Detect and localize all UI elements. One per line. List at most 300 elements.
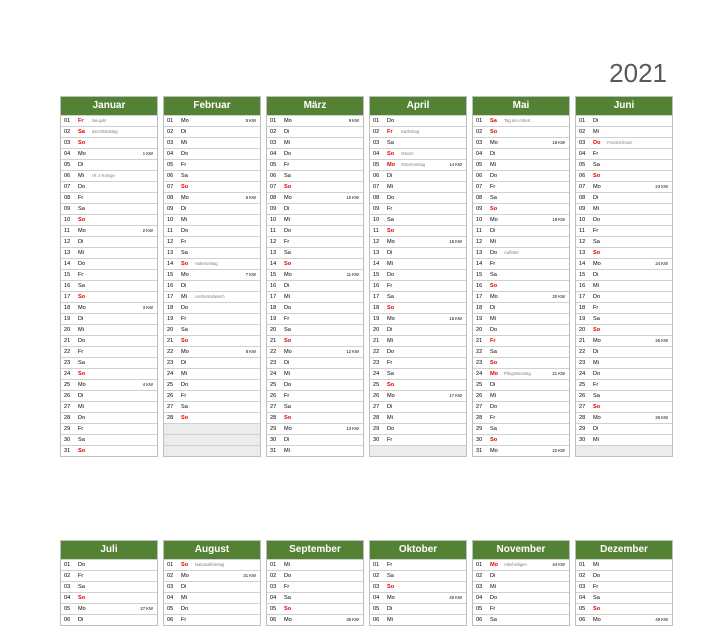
weekday: Mi xyxy=(593,562,599,568)
weekday: Mi xyxy=(78,404,84,410)
day-number: 11 xyxy=(64,228,70,234)
weekday: Mo xyxy=(490,217,498,223)
empty-row xyxy=(576,445,672,456)
weekday: Fr xyxy=(78,272,84,278)
day-row xyxy=(267,412,363,423)
day-row xyxy=(576,614,672,625)
day-row xyxy=(267,324,363,335)
day-number: 26 xyxy=(476,393,483,399)
weekday: Mo xyxy=(78,151,86,157)
day-number: 06 xyxy=(373,173,380,179)
week-number: 13 KW xyxy=(346,426,359,431)
day-number: 06 xyxy=(476,617,483,623)
weekday: Do xyxy=(181,382,189,388)
weekday: Fr xyxy=(387,360,393,366)
day-row xyxy=(164,592,260,603)
day-row xyxy=(164,269,260,280)
week-number: 21 KW xyxy=(552,371,565,376)
week-number: 19 KW xyxy=(552,217,565,222)
weekday: Mo xyxy=(593,261,601,267)
weekday: Do xyxy=(78,184,86,190)
weekday: Sa xyxy=(78,584,85,590)
weekday: Mo xyxy=(284,195,292,201)
day-row xyxy=(370,258,466,269)
weekday: Do xyxy=(181,606,189,612)
weekday: Fr xyxy=(181,316,187,322)
weekday: Di xyxy=(181,206,187,212)
weekday: Sa xyxy=(593,162,600,168)
weekday: So xyxy=(284,415,292,421)
day-number: 25 xyxy=(476,382,483,388)
day-number: 28 xyxy=(64,415,71,421)
day-number: 06 xyxy=(579,173,586,179)
weekday: Di xyxy=(181,360,187,366)
day-number: 29 xyxy=(373,426,380,432)
month-märz xyxy=(266,96,364,457)
weekday: So xyxy=(593,404,601,410)
weekday: Fr xyxy=(78,573,84,579)
weekday: Di xyxy=(387,327,393,333)
weekday: Di xyxy=(387,173,393,179)
day-row xyxy=(61,280,157,291)
weekday: Mi xyxy=(387,617,393,623)
weekday: Mi xyxy=(181,294,187,300)
day-number: 22 xyxy=(373,349,380,355)
weekday: Fr xyxy=(78,195,84,201)
weekday: Mo xyxy=(284,617,292,623)
weekday: Sa xyxy=(284,595,291,601)
day-row xyxy=(267,368,363,379)
weekday: Mo xyxy=(78,606,86,612)
empty-row xyxy=(370,445,466,456)
day-number: 14 xyxy=(270,261,277,267)
weekday: Mo xyxy=(284,118,292,124)
day-number: 10 xyxy=(579,217,586,223)
week-number: 31 KW xyxy=(243,573,256,578)
day-row xyxy=(61,236,157,247)
weekday: So xyxy=(284,606,292,612)
weekday: So xyxy=(387,151,395,157)
holiday-label: Ostermontag xyxy=(401,162,426,167)
day-row xyxy=(370,581,466,592)
weekday: Mo xyxy=(593,338,601,344)
day-row xyxy=(164,335,260,346)
day-row xyxy=(473,225,569,236)
day-row xyxy=(473,214,569,225)
day-row xyxy=(576,335,672,346)
day-row xyxy=(473,159,569,170)
day-row xyxy=(473,302,569,313)
weekday: Do xyxy=(593,294,601,300)
week-number: 9 KW xyxy=(348,118,359,123)
day-row xyxy=(576,203,672,214)
day-row xyxy=(370,357,466,368)
day-row xyxy=(473,137,569,148)
day-number: 29 xyxy=(270,426,277,432)
day-row xyxy=(267,313,363,324)
day-row xyxy=(267,401,363,412)
week-number: 3 KW xyxy=(142,305,153,310)
day-row xyxy=(267,181,363,192)
day-number: 04 xyxy=(167,151,174,157)
weekday: Sa xyxy=(181,173,188,179)
day-row xyxy=(370,137,466,148)
weekday: Di xyxy=(387,404,393,410)
day-number: 07 xyxy=(270,184,277,190)
weekday: Mi xyxy=(490,393,496,399)
day-number: 11 xyxy=(270,228,276,234)
day-row xyxy=(267,269,363,280)
day-number: 03 xyxy=(167,584,174,590)
weekday: Di xyxy=(181,584,187,590)
day-row xyxy=(267,214,363,225)
month-februar xyxy=(163,96,261,457)
day-row xyxy=(370,269,466,280)
day-number: 14 xyxy=(167,261,174,267)
weekday: Sa xyxy=(490,272,497,278)
weekday: Sa xyxy=(284,404,291,410)
day-row xyxy=(164,390,260,401)
day-row xyxy=(370,401,466,412)
day-number: 23 xyxy=(270,360,277,366)
day-number: 23 xyxy=(579,360,586,366)
weekday: Sa xyxy=(78,437,85,443)
day-row xyxy=(267,592,363,603)
day-row xyxy=(61,225,157,236)
day-number: 05 xyxy=(167,606,174,612)
week-number: 1 KW xyxy=(142,151,153,156)
weekday: So xyxy=(78,448,86,454)
day-number: 03 xyxy=(579,140,586,146)
weekday: Di xyxy=(284,206,290,212)
week-number: 10 KW xyxy=(346,195,359,200)
holiday-label: Pfingstmontag xyxy=(504,371,531,376)
weekday: Mo xyxy=(387,316,395,322)
day-number: 06 xyxy=(373,617,380,623)
weekday: Fr xyxy=(387,206,393,212)
weekday: Do xyxy=(593,217,601,223)
month-juli xyxy=(60,540,158,626)
weekday: Mi xyxy=(284,217,290,223)
day-row xyxy=(473,258,569,269)
weekday: Mi xyxy=(593,437,599,443)
day-number: 03 xyxy=(373,140,380,146)
day-number: 06 xyxy=(270,617,277,623)
month-dezember xyxy=(575,540,673,626)
day-row xyxy=(61,137,157,148)
weekday: Mo xyxy=(387,162,396,168)
day-number: 28 xyxy=(270,415,277,421)
day-number: 17 xyxy=(167,294,174,300)
weekday: Do xyxy=(490,404,498,410)
weekday: Mo xyxy=(181,272,189,278)
month-mai xyxy=(472,96,570,457)
day-row xyxy=(61,592,157,603)
day-row xyxy=(164,192,260,203)
day-row xyxy=(267,247,363,258)
day-number: 22 xyxy=(579,349,586,355)
day-number: 20 xyxy=(64,327,71,333)
day-row xyxy=(576,368,672,379)
weekday: Sa xyxy=(387,140,394,146)
day-row xyxy=(576,247,672,258)
weekday: Do xyxy=(490,250,498,256)
week-number: 16 KW xyxy=(449,316,462,321)
weekday: Do xyxy=(387,426,395,432)
weekday: Fr xyxy=(78,349,84,355)
day-number: 11 xyxy=(373,228,379,234)
empty-row xyxy=(164,423,260,434)
weekday: Sa xyxy=(284,250,291,256)
weekday: So xyxy=(593,173,601,179)
day-row xyxy=(576,603,672,614)
weekday: Fr xyxy=(284,239,290,245)
weekday: Di xyxy=(78,239,84,245)
day-row xyxy=(164,225,260,236)
weekday: So xyxy=(593,327,601,333)
day-row xyxy=(61,192,157,203)
day-number: 01 xyxy=(270,562,277,568)
weekday: Fr xyxy=(490,606,496,612)
weekday: Sa xyxy=(387,371,394,377)
day-row xyxy=(370,313,466,324)
day-row xyxy=(370,390,466,401)
day-number: 05 xyxy=(167,162,174,168)
day-number: 05 xyxy=(476,606,483,612)
weekday: Di xyxy=(387,606,393,612)
day-row xyxy=(576,434,672,445)
holiday-label: Neujahr xyxy=(92,118,107,123)
day-number: 06 xyxy=(579,617,586,623)
weekday: So xyxy=(284,184,292,190)
day-row xyxy=(473,236,569,247)
day-number: 21 xyxy=(167,338,174,344)
week-number: 40 KW xyxy=(449,595,462,600)
weekday: Mi xyxy=(490,316,496,322)
day-row xyxy=(370,236,466,247)
day-row xyxy=(61,324,157,335)
day-number: 13 xyxy=(476,250,483,256)
day-row xyxy=(61,302,157,313)
day-number: 15 xyxy=(64,272,71,278)
day-number: 19 xyxy=(373,316,380,322)
day-number: 26 xyxy=(64,393,71,399)
day-number: 04 xyxy=(579,595,586,601)
weekday: So xyxy=(78,294,86,300)
weekday: Fr xyxy=(593,584,599,590)
holiday-label: Tag der Arbeit xyxy=(504,118,530,123)
weekday: So xyxy=(78,595,86,601)
weekday: Mo xyxy=(78,305,86,311)
day-number: 12 xyxy=(373,239,380,245)
day-number: 08 xyxy=(270,195,277,201)
weekday: Do xyxy=(284,382,292,388)
day-row xyxy=(473,570,569,581)
weekday: Mo xyxy=(181,349,189,355)
day-row xyxy=(370,203,466,214)
day-row xyxy=(370,115,466,126)
week-number: 5 KW xyxy=(245,118,256,123)
day-row xyxy=(61,423,157,434)
week-number: 25 KW xyxy=(655,338,668,343)
day-row xyxy=(576,401,672,412)
weekday: So xyxy=(181,562,189,568)
weekday: Fr xyxy=(593,151,599,157)
weekday: Mi xyxy=(181,140,187,146)
weekday: So xyxy=(593,250,601,256)
day-number: 09 xyxy=(64,206,71,212)
day-number: 08 xyxy=(476,195,483,201)
day-number: 07 xyxy=(373,184,380,190)
weekday: So xyxy=(490,437,498,443)
weekday: Mo xyxy=(490,562,499,568)
day-row xyxy=(61,247,157,258)
day-row xyxy=(473,592,569,603)
day-row xyxy=(473,126,569,137)
day-row xyxy=(370,346,466,357)
weekday: Mi xyxy=(78,327,84,333)
week-number: 12 KW xyxy=(346,349,359,354)
weekday: Di xyxy=(181,129,187,135)
day-number: 23 xyxy=(476,360,483,366)
day-row xyxy=(576,346,672,357)
day-row xyxy=(473,614,569,625)
day-number: 06 xyxy=(167,617,174,623)
weekday: Mi xyxy=(284,294,290,300)
weekday: Mi xyxy=(387,415,393,421)
day-number: 04 xyxy=(270,151,277,157)
day-number: 01 xyxy=(373,118,380,124)
day-row xyxy=(576,126,672,137)
weekday: Sa xyxy=(181,250,188,256)
weekday: Mi xyxy=(593,206,599,212)
day-number: 27 xyxy=(579,404,586,410)
weekday: Di xyxy=(593,272,599,278)
weekday: Sa xyxy=(387,294,394,300)
day-number: 24 xyxy=(270,371,277,377)
weekday: So xyxy=(387,382,395,388)
weekday: Sa xyxy=(490,349,497,355)
day-row xyxy=(164,379,260,390)
day-row xyxy=(61,368,157,379)
day-number: 05 xyxy=(270,162,277,168)
weekday: Mi xyxy=(284,140,290,146)
day-row xyxy=(61,181,157,192)
day-row xyxy=(473,335,569,346)
week-number: 20 KW xyxy=(552,294,565,299)
weekday: Mo xyxy=(387,595,395,601)
day-number: 17 xyxy=(64,294,71,300)
day-number: 13 xyxy=(579,250,586,256)
weekday: Sa xyxy=(593,393,600,399)
day-row xyxy=(61,258,157,269)
weekday: Sa xyxy=(387,573,394,579)
week-number: 11 KW xyxy=(346,272,359,277)
day-number: 11 xyxy=(167,228,173,234)
day-row xyxy=(164,581,260,592)
weekday: Do xyxy=(490,595,498,601)
day-number: 25 xyxy=(167,382,174,388)
month-april xyxy=(369,96,467,457)
day-row xyxy=(576,570,672,581)
day-row xyxy=(576,170,672,181)
weekday: Fr xyxy=(490,261,496,267)
weekday: Mo xyxy=(490,140,498,146)
day-row xyxy=(576,148,672,159)
day-number: 12 xyxy=(64,239,71,245)
day-row xyxy=(164,280,260,291)
day-number: 01 xyxy=(270,118,277,124)
day-row xyxy=(576,115,672,126)
weekday: Sa xyxy=(78,129,85,135)
day-number: 11 xyxy=(476,228,482,234)
day-row xyxy=(61,445,157,456)
holiday-label: Ostern xyxy=(401,151,414,156)
day-row xyxy=(473,203,569,214)
day-row xyxy=(61,159,157,170)
weekday: Mi xyxy=(78,173,84,179)
day-number: 04 xyxy=(64,595,71,601)
week-number: 18 KW xyxy=(552,140,565,145)
week-number: 44 KW xyxy=(552,562,565,567)
day-row xyxy=(473,324,569,335)
year-title: 2021 xyxy=(609,58,667,88)
day-number: 08 xyxy=(579,195,586,201)
day-row xyxy=(473,269,569,280)
weekday: Mi xyxy=(284,448,290,454)
day-row xyxy=(61,614,157,625)
weekday: Do xyxy=(593,573,601,579)
day-row xyxy=(61,148,157,159)
day-row xyxy=(61,357,157,368)
day-number: 13 xyxy=(64,250,71,256)
weekday: Sa xyxy=(490,118,497,124)
day-row xyxy=(61,203,157,214)
day-number: 03 xyxy=(270,140,277,146)
day-row xyxy=(267,434,363,445)
day-number: 09 xyxy=(270,206,277,212)
day-row xyxy=(267,335,363,346)
day-row xyxy=(267,203,363,214)
day-row xyxy=(61,291,157,302)
day-number: 13 xyxy=(373,250,380,256)
day-number: 24 xyxy=(64,371,71,377)
day-row xyxy=(267,423,363,434)
day-row xyxy=(473,346,569,357)
weekday: So xyxy=(284,261,292,267)
weekday: So xyxy=(181,261,189,267)
day-row xyxy=(576,280,672,291)
day-row xyxy=(164,559,260,570)
day-number: 20 xyxy=(167,327,174,333)
weekday: So xyxy=(490,283,498,289)
day-number: 15 xyxy=(579,272,586,278)
week-number: 6 KW xyxy=(245,195,256,200)
day-row xyxy=(267,581,363,592)
day-number: 02 xyxy=(579,573,586,579)
day-number: 04 xyxy=(373,595,380,601)
day-row xyxy=(267,225,363,236)
day-number: 18 xyxy=(373,305,380,311)
month-header: Juni xyxy=(576,97,672,115)
day-row xyxy=(370,170,466,181)
day-number: 02 xyxy=(579,129,586,135)
day-row xyxy=(164,247,260,258)
weekday: Fr xyxy=(284,393,290,399)
day-row xyxy=(370,225,466,236)
weekday: Fr xyxy=(78,118,84,124)
day-number: 10 xyxy=(167,217,174,223)
